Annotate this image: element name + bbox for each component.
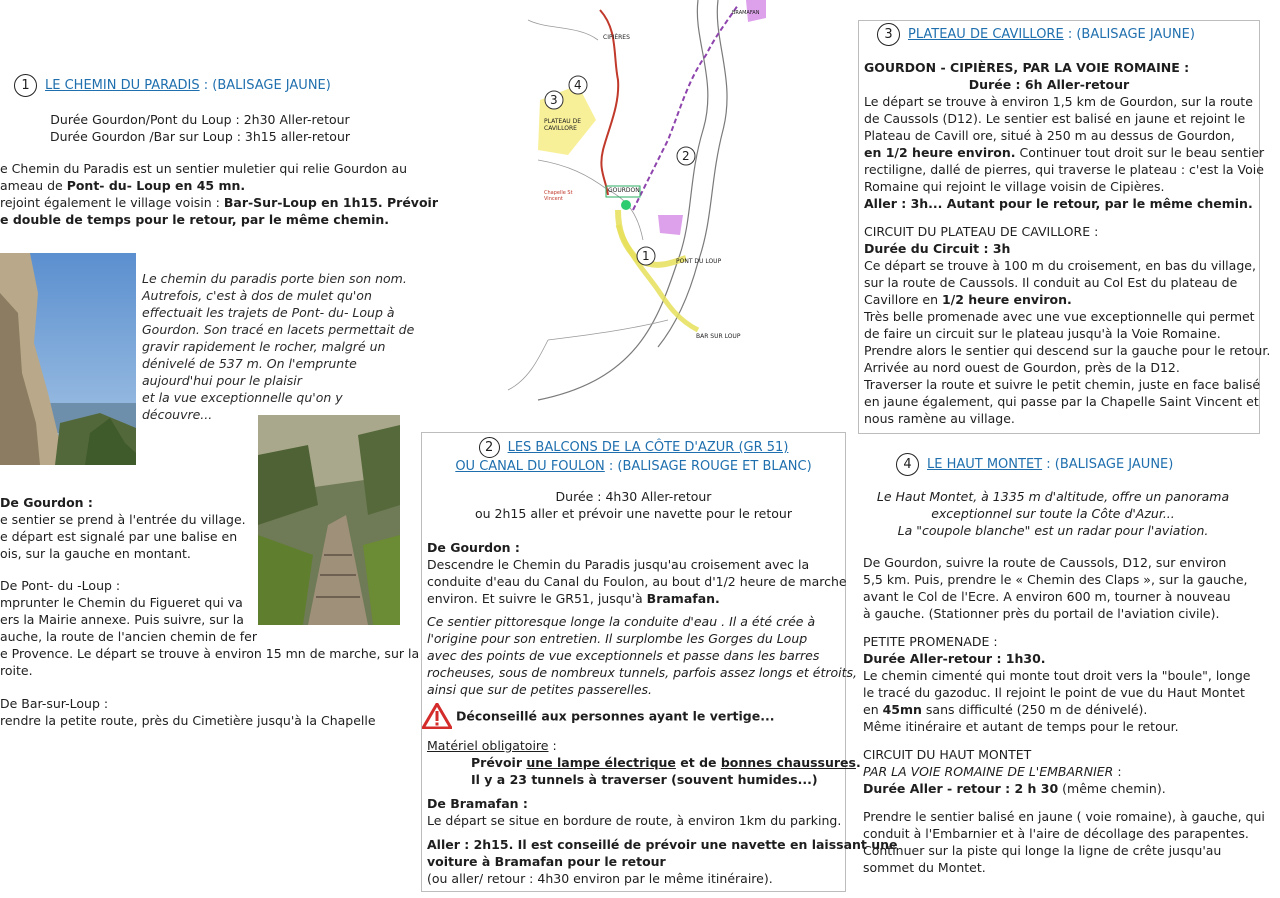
text-line: rendre la petite route, près du Cimetière jusqu'à la Chapelle [0, 713, 376, 728]
text-line: rectiligne, dallé de pierres, qui traverse le plateau : c'est la Voie [864, 162, 1264, 177]
section-1-suffix: : (BALISAGE JAUNE) [199, 78, 331, 93]
text-line: en 1/2 heure environ. Continuer tout droit sur le beau sentier [864, 145, 1265, 160]
text-line: Cavillore en 1/2 heure environ. [864, 292, 1072, 307]
text-line: en 45mn sans difficulté (250 m de dénivelé). [863, 702, 1148, 717]
map-label-bramafan: BRAMAFAN [732, 10, 760, 16]
text-line: de faire un circuit sur le plateau jusqu'à la Voie Romaine. [864, 326, 1221, 341]
s3-body [864, 59, 1270, 427]
italic-line: rocheuses, sous de nombreux tunnels, parfois assez longs et étroits, [427, 665, 858, 680]
section-3-heading [877, 23, 1195, 46]
text-line: (ou aller/ retour : 4h30 environ par le même itinéraire). [427, 871, 773, 886]
text-line: voiture à Bramafan pour le retour [427, 854, 666, 869]
section-1-title: LE CHEMIN DU PARADIS [45, 78, 200, 93]
text-line: e départ est signalé par une balise en [0, 529, 238, 544]
text-line: mprunter le Chemin du Figueret qui va [0, 595, 243, 610]
section-4-heading [896, 453, 1173, 476]
map-marker-3: 3 [550, 93, 558, 107]
italic-line: Ce sentier pittoresque longe la conduite d'eau . Il a été crée à [427, 614, 816, 629]
subheading: De Bramafan : [427, 796, 528, 811]
s1-duration-1: Durée Gourdon/Pont du Loup : 2h30 Aller-retour [50, 112, 350, 127]
italic-line: avec des points de vue exceptionnels et passe dans les barres [427, 648, 820, 663]
text-line: environ. Et suivre le GR51, jusqu'à Bramafan. [427, 591, 720, 606]
trail-map [468, 0, 768, 428]
materiel-line: Prévoir une lampe électrique et de bonnes chaussures. [471, 755, 861, 770]
map-label-plateau: PLATEAU DE CAVILLORE [544, 118, 582, 132]
text-line: Aller : 3h... Autant pour le retour, par le même chemin. [864, 196, 1253, 211]
circuit-heading: CIRCUIT DU HAUT MONTET [863, 747, 1032, 762]
section-3-title: PLATEAU DE CAVILLORE [908, 27, 1064, 42]
s1-de-gourdon [0, 494, 246, 562]
section-2-title-1: LES BALCONS DE LA CÔTE D'AZUR (GR 51) [507, 440, 789, 455]
map-label-bar-sur-loup: BAR SUR LOUP [696, 333, 741, 340]
s1-duration-2: Durée Gourdon /Bar sur Loup : 3h15 aller-retour [50, 129, 350, 144]
map-label-cipieres: CIPIÈRES [603, 34, 630, 41]
quote-line: effectuait les trajets de Pont- du- Loup à [142, 305, 395, 320]
materiel-heading: Matériel obligatoire [427, 738, 549, 753]
text-line: 5,5 km. Puis, prendre le « Chemin des Claps », sur la gauche, [863, 572, 1248, 587]
quote-line: Autrefois, c'est à dos de mulet qu'on [142, 288, 372, 303]
text-line: De Gourdon, suivre la route de Caussols, D12, sur environ [863, 555, 1227, 570]
section-2-heading [422, 437, 845, 475]
section-number-4: 4 [896, 453, 919, 476]
text-line: Romaine qui rejoint le village voisin de Cipières. [864, 179, 1165, 194]
text-line: conduite d'eau du Canal du Foulon, au bout d'1/2 heure de marche [427, 574, 847, 589]
s1-quote [142, 270, 414, 423]
s1-intro-line: ameau de Pont- du- Loup en 45 mn. [0, 178, 246, 193]
section-number-1: 1 [14, 74, 37, 97]
petite-heading: PETITE PROMENADE : [863, 634, 998, 649]
section-4-suffix: : (BALISAGE JAUNE) [1042, 457, 1174, 472]
s2-aller [427, 836, 898, 887]
s1-intro-line: e double de temps pour le retour, par le même chemin. [0, 212, 390, 227]
section-number-2: 2 [479, 437, 500, 458]
section-3-suffix: : (BALISAGE JAUNE) [1063, 27, 1195, 42]
s4-quote [858, 488, 1248, 539]
text-line: le tracé du gazoduc. Il rejoint le point de vue du Haut Montet [863, 685, 1245, 700]
section-haut-montet [858, 450, 1268, 895]
s2-warning [422, 703, 774, 729]
text-line: auche, la route de l'ancien chemin de fer [0, 629, 258, 644]
section-chemin-paradis [0, 70, 438, 750]
text-line: Arrivée au nord ouest de Gourdon, près de la D12. [864, 360, 1180, 375]
subheading: De Gourdon : [427, 540, 520, 555]
text-line: de Caussols (D12). Le sentier est balisé en jaune et rejoint le [864, 111, 1246, 126]
s2-duration-1: Durée : 4h30 Aller-retour [555, 489, 712, 504]
text-line: conduit à l'Embarnier et à l'aire de décollage des parapentes. [863, 826, 1249, 841]
text-line: Le départ se situe en bordure de route, à environ 1km du parking. [427, 813, 842, 828]
text-line: Plateau de Cavill ore, situé à 250 m au dessus de Gourdon, [864, 128, 1235, 143]
s2-description [427, 613, 857, 698]
italic-line: ainsi que sur de petites passerelles. [427, 682, 653, 697]
section-number-3: 3 [877, 23, 900, 46]
text-line: à gauche. (Stationner près du portail de l'aviation civile). [863, 606, 1220, 621]
map-marker-4: 4 [574, 78, 582, 92]
section-2-title-2: OU CANAL DU FOULON [455, 459, 605, 474]
route-heading: GOURDON - CIPIÈRES, PAR LA VOIE ROMAINE : [864, 60, 1190, 75]
map-label-gourdon: GOURDON [608, 187, 640, 194]
warning-icon [422, 703, 452, 729]
s1-intro [0, 160, 438, 228]
s1-de-pont-du-loup [0, 577, 419, 679]
quote-line: Le chemin du paradis porte bien son nom. [142, 271, 407, 286]
text-line: sommet du Montet. [863, 860, 986, 875]
s2-duration-2: ou 2h15 aller et prévoir une navette pour le retour [475, 506, 792, 521]
section-1-heading [14, 74, 331, 97]
text-line: avant le Col de l'Ecre. A environ 600 m, tourner à nouveau [863, 589, 1231, 604]
text-line: Aller : 2h15. Il est conseillé de prévoir une navette en laissant une [427, 837, 898, 852]
text-line: roite. [0, 663, 33, 678]
warning-text: Déconseillé aux personnes ayant le vertige... [455, 708, 775, 724]
subheading: De Gourdon : [0, 495, 93, 510]
circuit-duration: Durée du Circuit : 3h [864, 241, 1011, 256]
s1-intro-line: rejoint également le village voisin : Bar-Sur-Loup en 1h15. Prévoir [0, 195, 438, 210]
subheading: De Pont- du -Loup : [0, 578, 121, 593]
s2-de-bramafan [427, 795, 841, 829]
map-label-chapelle: Chapelle St Vincent [544, 190, 573, 202]
text-line: Très belle promenade avec une vue exceptionnelle qui permet [864, 309, 1255, 324]
quote-line: gravir rapidement le rocher, malgré un [142, 339, 386, 354]
italic-line: l'origine pour son entretien. Il surplombe les Gorges du Loup [427, 631, 808, 646]
text-line: e sentier se prend à l'entrée du village. [0, 512, 246, 527]
circuit-subheading: PAR LA VOIE ROMAINE DE L'EMBARNIER : [863, 764, 1122, 779]
cliff-photo [0, 253, 136, 465]
duration: Durée : 6h Aller-retour [968, 77, 1130, 92]
text-line: Même itinéraire et autant de temps pour le retour. [863, 719, 1179, 734]
text-line: Descendre le Chemin du Paradis jusqu'au croisement avec la [427, 557, 810, 572]
quote-line: La "coupole blanche" est un radar pour l'aviation. [897, 523, 1209, 538]
tunnels-line: Il y a 23 tunnels à traverser (souvent humides...) [471, 772, 818, 787]
text-line: Continuer sur la piste qui longe la ligne de crête jusqu'au [863, 843, 1222, 858]
subheading: De Bar-sur-Loup : [0, 696, 109, 711]
text-line: Le départ se trouve à environ 1,5 km de Gourdon, sur la route [864, 94, 1253, 109]
section-plateau-cavillore [858, 20, 1271, 434]
s1-de-bar-sur-loup [0, 695, 376, 729]
quote-line: et la vue exceptionnelle qu'on y [142, 390, 343, 405]
circuit-duration: Durée Aller - retour : 2 h 30 (même chemin). [863, 781, 1166, 796]
circuit-heading: CIRCUIT DU PLATEAU DE CAVILLORE : [864, 224, 1099, 239]
quote-line: découvre... [142, 407, 213, 422]
text-line: Prendre alors le sentier qui descend sur la gauche pour le retour. [864, 343, 1271, 358]
quote-line: dénivelé de 537 m. On l'emprunte [142, 356, 357, 371]
quote-line: exceptionnel sur toute la Côte d'Azur... [931, 506, 1175, 521]
text-line: nous ramène au village. [864, 411, 1015, 426]
s4-body [863, 554, 1265, 876]
text-line: Ce départ se trouve à 100 m du croisement, en bas du village, [864, 258, 1256, 273]
text-line: en jaune également, qui passe par la Chapelle Saint Vincent et [864, 394, 1259, 409]
text-line: ers la Mairie annexe. Puis suivre, sur la [0, 612, 244, 627]
text-line: Prendre le sentier balisé en jaune ( voie romaine), à gauche, qui [863, 809, 1265, 824]
map-marker-2: 2 [682, 149, 690, 163]
petite-duration: Durée Aller-retour : 1h30. [863, 651, 1046, 666]
text-line: Le chemin cimenté qui monte tout droit vers la "boule", longe [863, 668, 1251, 683]
quote-line: Gourdon. Son tracé en lacets permettait de [142, 322, 415, 337]
text-line: sur la route de Caussols. Il conduit au Col Est du plateau de [864, 275, 1238, 290]
map-label-pont-du-loup: PONT DU LOUP [676, 258, 722, 265]
text-line: Traverser la route et suivre le petit chemin, juste en face balisé [864, 377, 1261, 392]
quote-line: Le Haut Montet, à 1335 m d'altitude, offre un panorama [876, 489, 1230, 504]
s2-de-gourdon [427, 539, 847, 607]
map-marker-1: 1 [642, 249, 650, 263]
text-line: e Provence. Le départ se trouve à environ 15 mn de marche, sur la [0, 646, 420, 661]
section-2-suffix: : (BALISAGE ROUGE ET BLANC) [604, 459, 812, 474]
section-4-title: LE HAUT MONTET [927, 457, 1043, 472]
quote-line: aujourd'hui pour le plaisir [142, 373, 302, 388]
text-line: ois, sur la gauche en montant. [0, 546, 191, 561]
s2-materiel: Matériel obligatoire : Prévoir une lampe électrique et de bonnes chaussures. Il y a 23 tunnels à traverser (souvent humides...) [427, 738, 861, 787]
s1-intro-line: e Chemin du Paradis est un sentier muletier qui relie Gourdon au [0, 161, 408, 176]
section-balcons-cote-azur [421, 432, 898, 892]
